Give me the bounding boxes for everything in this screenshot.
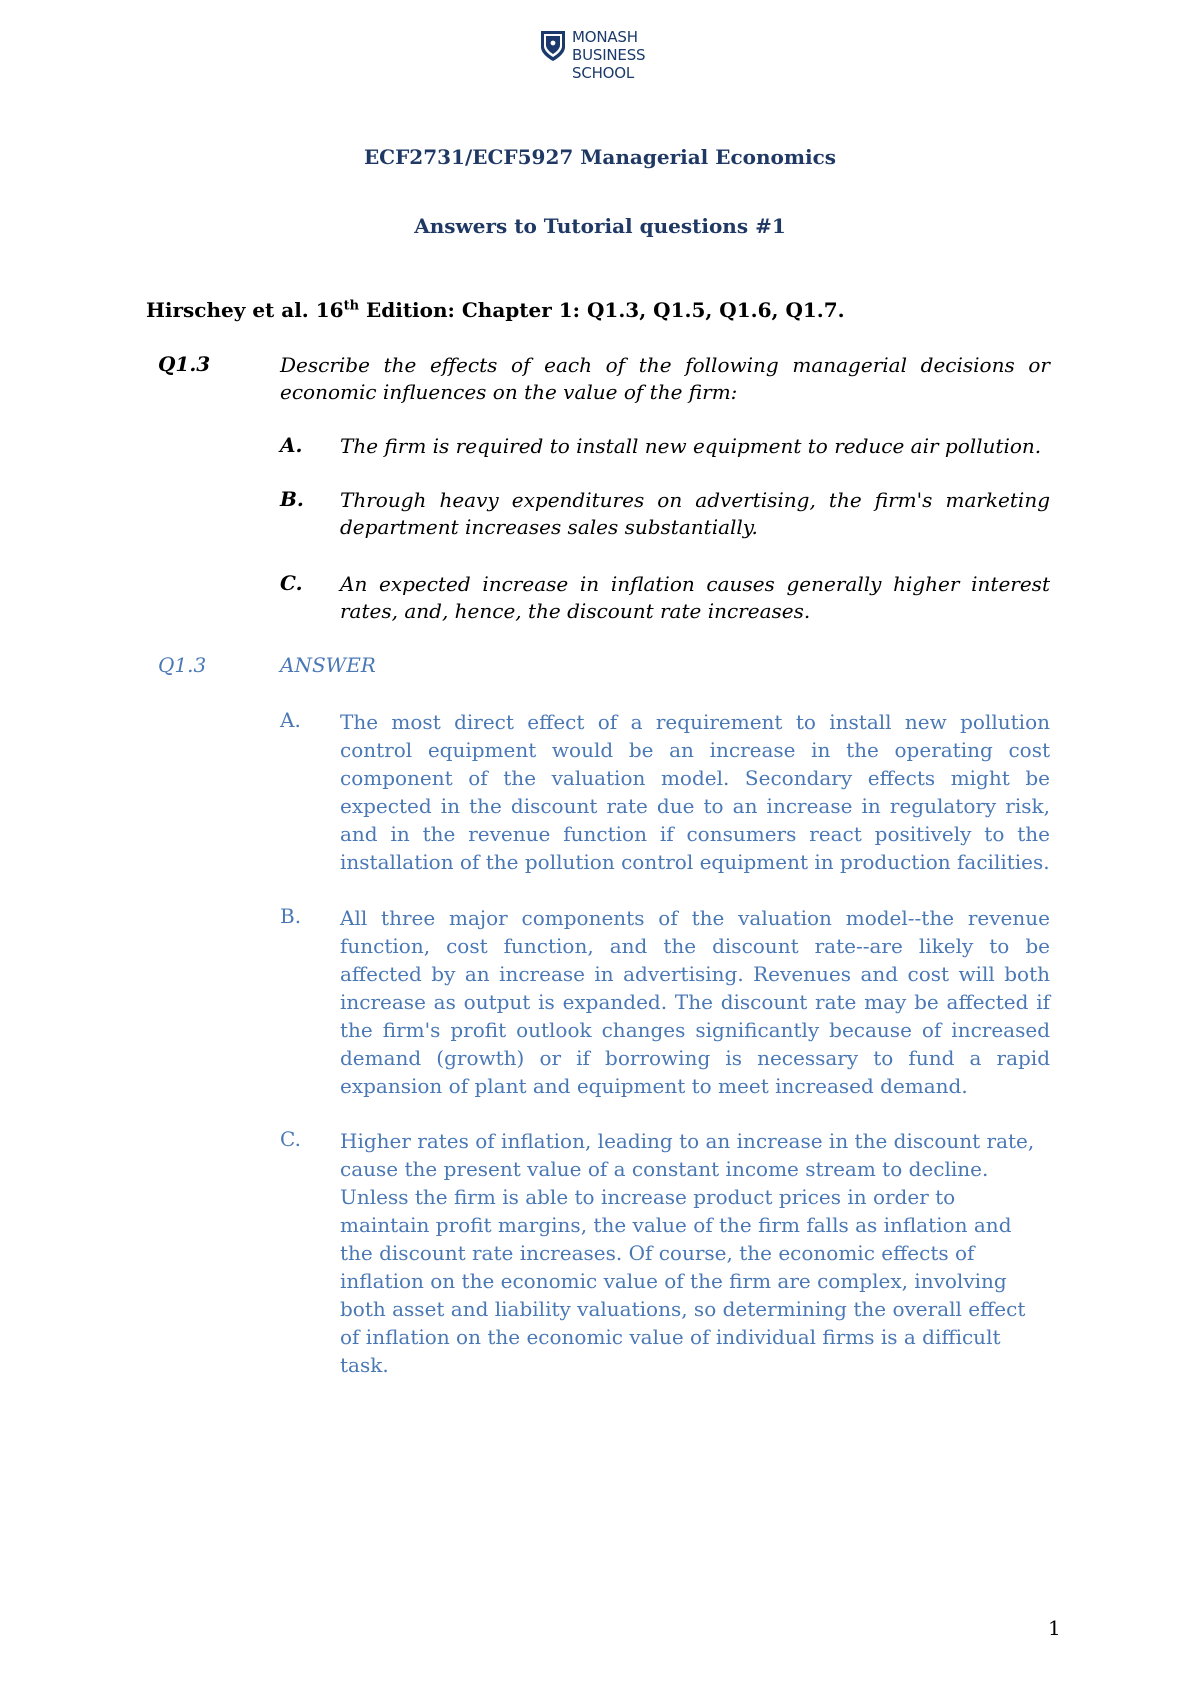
- logo-line-2: BUSINESS: [572, 46, 646, 64]
- chapter-suffix: Edition: Chapter 1: Q1.3, Q1.5, Q1.6, Q1.7.: [359, 298, 845, 322]
- answer-item-a-text: The most direct effect of a requirement to install new pollution control equipment would be an increase in the operating cost component of the valuation model. Secondary effects might be expected in the discount rate due to an increase in regulatory risk, and in the revenue function if consumers react positively to the installation of the pollution control equipment in production facilities.: [340, 710, 1050, 874]
- document-title: ECF2731/ECF5927 Managerial Economics: [363, 145, 837, 169]
- answer-item-a-letter: A.: [280, 708, 301, 732]
- logo-wordmark: [572, 28, 645, 82]
- answer-item-b-letter: B.: [280, 904, 302, 928]
- question-item-b-letter: B.: [280, 487, 304, 511]
- answer-label: Q1.3: [158, 653, 207, 677]
- document-subtitle: Answers to Tutorial questions #1: [414, 214, 786, 238]
- chapter-sup: th: [343, 298, 360, 314]
- question-item-a-letter: A.: [280, 433, 303, 457]
- chapter-prefix: Hirschey et al. 16: [146, 298, 344, 322]
- logo-line-3: SCHOOL: [572, 64, 635, 82]
- question-item-c-text: An expected increase in inflation causes generally higher interest rates, and, hence, the discount rate increases.: [340, 572, 1050, 623]
- logo-line-1: MONASH: [572, 28, 638, 46]
- answer-item-c-text: Higher rates of inflation, leading to an increase in the discount rate, cause the present value of a constant income stream to decline. Unless the firm is able to increase product prices in order to maintain profit margins, the value of the firm falls as inflation and the discount rate increases. Of course, the economic effects of inflation on the economic value of the firm are complex, involving both asset and liability valuations, so determining the overall effect of inflation on the economic value of individual firms is a difficult task.: [340, 1129, 1035, 1377]
- question-text: Describe the effects of each of the following managerial decisions or economic influences on the value of the firm:: [280, 353, 1050, 404]
- question-item-a-text: The firm is required to install new equipment to reduce air pollution.: [340, 434, 1042, 458]
- monash-business-school-logo: [540, 28, 670, 84]
- question-label: Q1.3: [158, 352, 211, 376]
- answer-item-b-text: All three major components of the valuation model--the revenue function, cost function, and the discount rate--are likely to be affected by an increase in advertising. Revenues and cost will both increase as output is expanded. The discount rate may be affected if the firm's profit outlook changes significantly because of increased demand (growth) or if borrowing is necessary to fund a rapid expansion of plant and equipment to meet increased demand.: [340, 906, 1050, 1098]
- shield-crest-icon: [540, 30, 566, 62]
- chapter-reference: [146, 298, 845, 322]
- question-item-c-letter: C.: [280, 571, 303, 595]
- answer-heading: ANSWER: [280, 653, 376, 677]
- answer-item-c-letter: C.: [280, 1127, 301, 1151]
- question-item-b-text: Through heavy expenditures on advertising, the firm's marketing department increases sales substantially.: [340, 488, 1050, 539]
- page-number: 1: [1048, 1616, 1061, 1640]
